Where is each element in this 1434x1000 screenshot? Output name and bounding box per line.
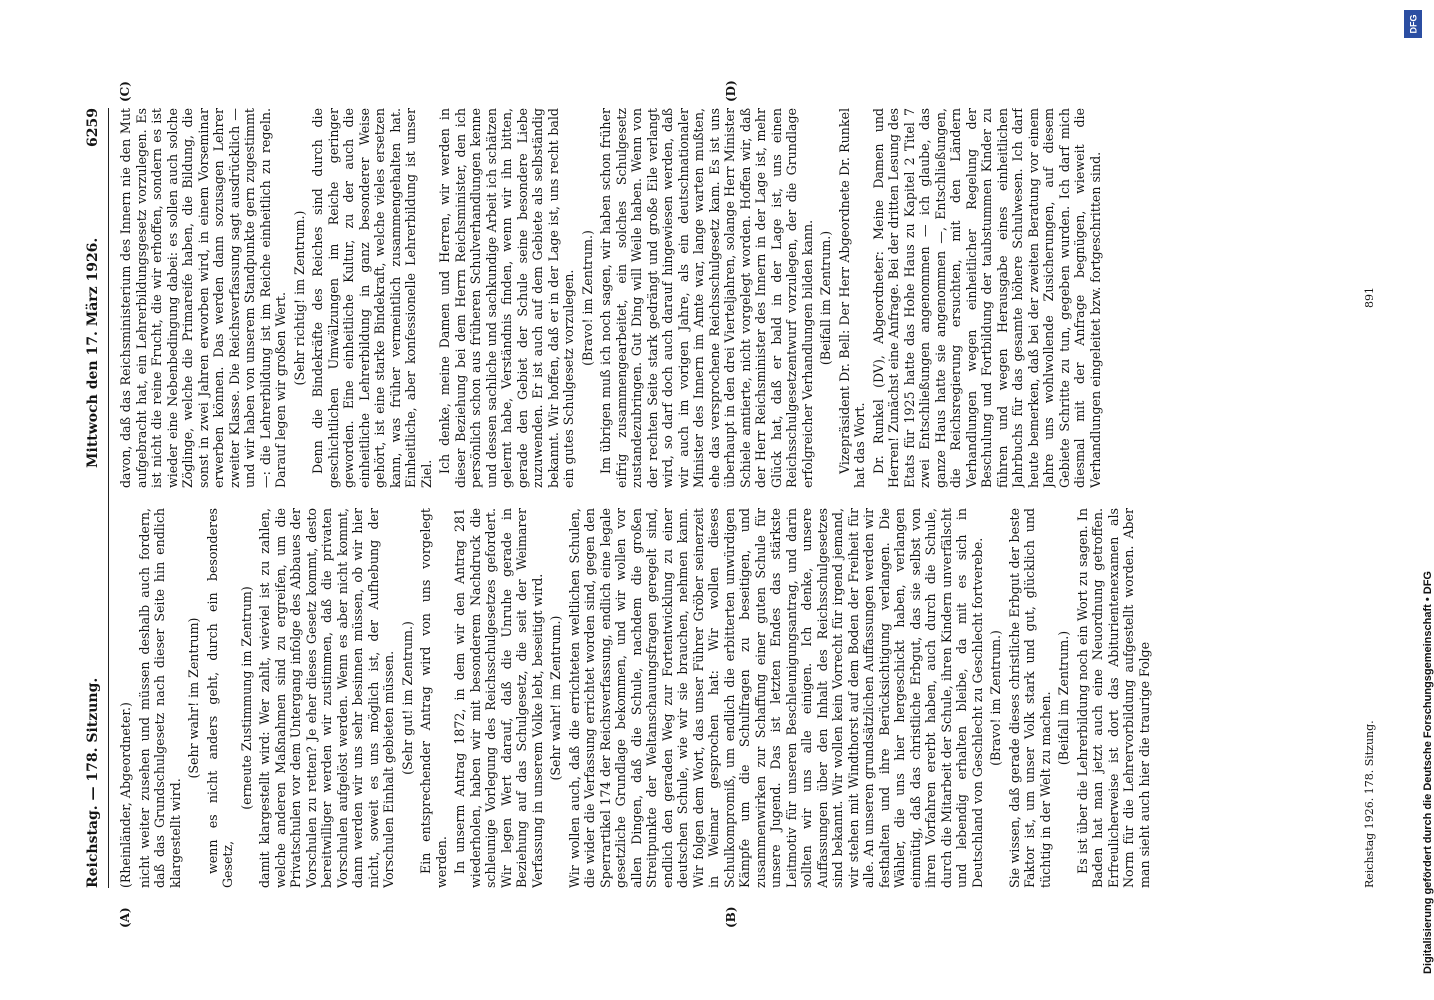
- margin-mark-a: (A): [118, 907, 132, 928]
- text-column-left: [118, 508, 1358, 888]
- paragraph: In unserm Antrag 1872, in dem wir den Antrag 281 wiederholen, haben wir mit besonderem Nachdruck die schleunige Vorlegung des Reichsschulgesetzes gefordert. Wir legen Wert darauf, daß die Unruhe gerade in Beziehung auf das Schulgesetz, die seit der Weimarer Verfassung in unserem Volke lebt, beseitigt wird.: [452, 508, 545, 888]
- reaction-line: (Sehr wahr! im Zentrum): [186, 617, 201, 779]
- margin-mark-d: (D): [724, 80, 738, 102]
- paragraph: Vizepräsident Dr. Bell: Der Herr Abgeordnete Dr. Runkel hat das Wort.: [836, 108, 867, 488]
- reaction-line: (erneute Zustimmung im Zentrum): [238, 586, 254, 810]
- paragraph: Im übrigen muß ich noch sagen, wir haben schon früher eifrig zusammengearbeitet, ein solches Schulgesetz zustandezubringen. Gut Ding will Weile haben. Wenn von der rechten Seite stark gedrängt und große Eile verlangt wird, so darf doch auch darauf hingewiesen werden, daß wir auch im vorigen Jahre, als ein deutschnationaler Minister des Innern im Amte war, lange warten mußten, ehe das versprochene Reichsschulgesetz kam. Es ist uns überhaupt in den drei Vierteljahren, solange Herr Minister Schiele amtierte, nicht vorgelegt worden. Hoffen wir, daß der Herr Reichsminister des Innern in der Lage ist, mehr Glück hat, daß er bald in der Lage ist, uns einen Reichsschulgesetzentwurf vorzulegen, der die Grundlage erfolgreicher Verhandlungen bilden kann.: [598, 108, 815, 488]
- page-number: 6259: [85, 108, 101, 147]
- paragraph: Ein entsprechender Antrag wird von uns vorgelegt werden.: [418, 508, 449, 888]
- reaction-line: (Sehr gut! im Zentrum.): [399, 621, 415, 775]
- paragraph: davon, daß das Reichsministerium des Innern nie den Mut aufgebracht hat, ein Lehrerbildungsgesetz vorzulegen. Es ist nicht die reine Frucht, die wir erhoffen, sondern es ist wieder eine Nebenbedingung dabei: es sollen auch solche Zöglinge, welche die Primareife haben, die Bildung, die sonst in zwei Jahren erworben wird, in einem Vorseminar erwerben können. Das werden dann sozusagen Lehrer zweiter Klasse. Die Reichsverfassung sagt ausdrücklich — und wir haben von unserem Standpunkte gern zugestimmt —: die Lehrerbildung ist im Reiche einheitlich zu regeln. Darauf legen wir großen Wert.: [118, 108, 288, 488]
- reaction-line: (Beifall im Zentrum.): [818, 230, 833, 366]
- running-header: [84, 108, 109, 888]
- paragraph: wenn es nicht anders geht, durch ein besonderes Gesetz,: [204, 508, 235, 888]
- dfg-stamp-text: Digitalisierung gefördert durch die Deutsche Forschungsgemeinschaft • DFG: [1422, 571, 1434, 974]
- reaction-line: (Sehr wahr! im Zentrum.): [548, 615, 563, 781]
- paragraph: (Rheinländer, Abgeordneter.): [118, 702, 133, 888]
- margin-mark-c: (C): [118, 81, 132, 102]
- reaction-line: (Bravo! im Zentrum.): [579, 230, 595, 366]
- paragraph: Wir wollen auch, daß die errichteten weltlichen Schulen, die wider die Verfassung errichtet worden sind, gegen den Sperrartikel 174 der Reichsverfassung, endlich eine legale gesetzliche Grundlage bekommen, und wir wollen vor allen Dingen, daß die Schule, nachdem die großen Streitpunkte der Weltanschauungsfragen geregelt sind, endlich den geraden Weg zur Fortentwicklung zu einer deutschen Schule, wie wir sie brauchen, nehmen kann. Wir folgen dem Wort, das unser Führer Gröber seinerzeit in Weimar gesprochen hat: Wir wollen dieses Schulkompromiß, um endlich die erbitterten unwürdigen Kämpfe um die Schulfragen zu beseitigen, und zusammenwirken zur Schaffung einer guten Schule für unsere Jugend. Das ist letzten Endes das stärkste Leitmotiv für unseren Beschleunigungsantrag, und darin sollten wir uns alle einigen. Ich denke, unsere Auffassungen über den Inhalt des Reichsschulgesetzes sind bekannt. Wir wollen kein Vorrecht für irgend jemand, wir stehen mit Windthorst auf dem Boden der Freiheit für alle. An unseren grundsätzlichen Auffassungen werden wir festhalten und ihre Berücksichtigung verlangen. Die Wähler, die uns hier hergeschickt haben, verlangen einmütig, daß das christliche Erbgut, das sie selbst von ihren Vorfahren ererbt haben, auch durch die Schule, durch die Mitarbeit der Schule, ihren Kindern unverfälscht und lebendig erhalten bleibe, da mit es sich in Deutschland von Geschlecht zu Geschlecht fortverebe.: [566, 508, 985, 888]
- footer-left: Reichstag 1926. 178. Sitzung.: [1363, 720, 1376, 888]
- paragraph: Sie wissen, daß gerade dieses christliche Erbgut der beste Faktor ist, um unser Volk stark und gut, glücklich und tüchtig in der Welt zu machen.: [1006, 508, 1053, 888]
- dfg-stamp: [1400, 6, 1434, 996]
- paragraph: Es ist über die Lehrerbildung noch ein Wort zu sagen. In Baden hat man jetzt auch eine Neuordnung getroffen. Erfreulicherweise ist dort das Abiturientenexamen als Norm für die Lehrervorbildung aufgestellt worden. Aber man sieht auch hier die traurige Folge: [1074, 508, 1152, 888]
- reaction-line: (Bravo! im Zentrum.): [988, 630, 1003, 766]
- header-date: Mittwoch den 17. März 1926.: [85, 237, 101, 468]
- paragraph: nicht weiter zusehen und müssen deshalb auch fordern, daß das Grundschulgesetz nach dieser Seite hin endlich klargestellt wird.: [136, 508, 183, 888]
- reaction-line: (Sehr richtig! im Zentrum.): [291, 210, 307, 386]
- reaction-line: (Beifall im Zentrum.): [1056, 630, 1071, 766]
- paragraph: Ich denke, meine Damen und Herren, wir werden in dieser Beziehung bei dem Herrn Reichsminister, den ich persönlich schon aus früheren Schulverhandlungen kenne und dessen sachliche und sachkundige Arbeit ich schätzen gelernt habe, Verständnis finden, wenn wir ihn bitten, gerade den Gebiet der Schule seine besondere Liebe zuzuwenden. Er ist auch auf dem Gebiete als selbständig bekannt. Wir hoffen, daß er in der Lage ist, uns recht bald ein gutes Schulgesetz vorzulegen.: [437, 108, 576, 488]
- dfg-logo: DFG: [1404, 10, 1422, 38]
- header-left: Reichstag. — 178. Sitzung.: [85, 677, 101, 888]
- signature-mark: 891: [1363, 287, 1376, 308]
- paragraph: Denn die Bindekräfte des Reiches sind durch die geschichtlichen Umwälzungen im Reiche geringer geworden. Eine einheitliche Kultur, zu der auch die einheitliche Lehrerbildung in ganz besonderer Weise gehört, ist eine starke Bindekraft, welche vieles ersetzen kann, was früher vermeintlich zusammengehalten hat. Einheitliche, aber konfessionelle Lehrerbildung ist unser Ziel.: [310, 108, 434, 488]
- text-column-right: [118, 108, 1358, 488]
- rotated-document-page: [84, 68, 1424, 928]
- margin-mark-b: (B): [724, 906, 738, 928]
- paragraph: damit klargestellt wird: Wer zahlt, wieviel ist zu zahlen, welche anderen Maßnahmen sind zu ergreifen, um die Privatschulen vor dem Untergang infolge des Abbaues der Vorschulen zu retten? Je eher dieses Gesetz kommt, desto bereitwilliger werden wir zustimmen, daß die privaten Vorschulen aufgelöst werden. Wenn es aber nicht kommt, dann werden wir uns sehr besinnen müssen, ob wir hier nicht, soweit es uns möglich ist, der Aufhebung der Vorschulen Einhalt gebieten müssen.: [257, 508, 396, 888]
- paragraph: Dr. Runkel (DV), Abgeordneter: Meine Damen und Herren! Zunächst eine Anfrage. Bei der dritten Lesung des Etats für 1925 hatte das Hohe Haus zu Kapitel 2 Titel 7 zwei Entschließungen angenommen — ich glaube, das ganze Haus hatte sie angenommen —, Entschließungen, die Reichsregierung ersuchten, mit den Ländern Verhandlungen wegen einheitlicher Regelung der Beschulung und Fortbildung der taubstummen Kinder zu führen und wegen Herausgabe eines einheitlichen Jahrbuchs für das gesamte höhere Schulwesen. Ich darf heute bemerken, daß bei der zweiten Beratung vor einem Jahre uns wohlwollende Zusicherungen, auf diesem Gebiete Schritte zu tun, gegeben wurden. Ich darf mich diesmal mit der Anfrage begnügen, wieweit die Verhandlungen eingeleitet bzw. fortgeschritten sind.: [870, 108, 1103, 488]
